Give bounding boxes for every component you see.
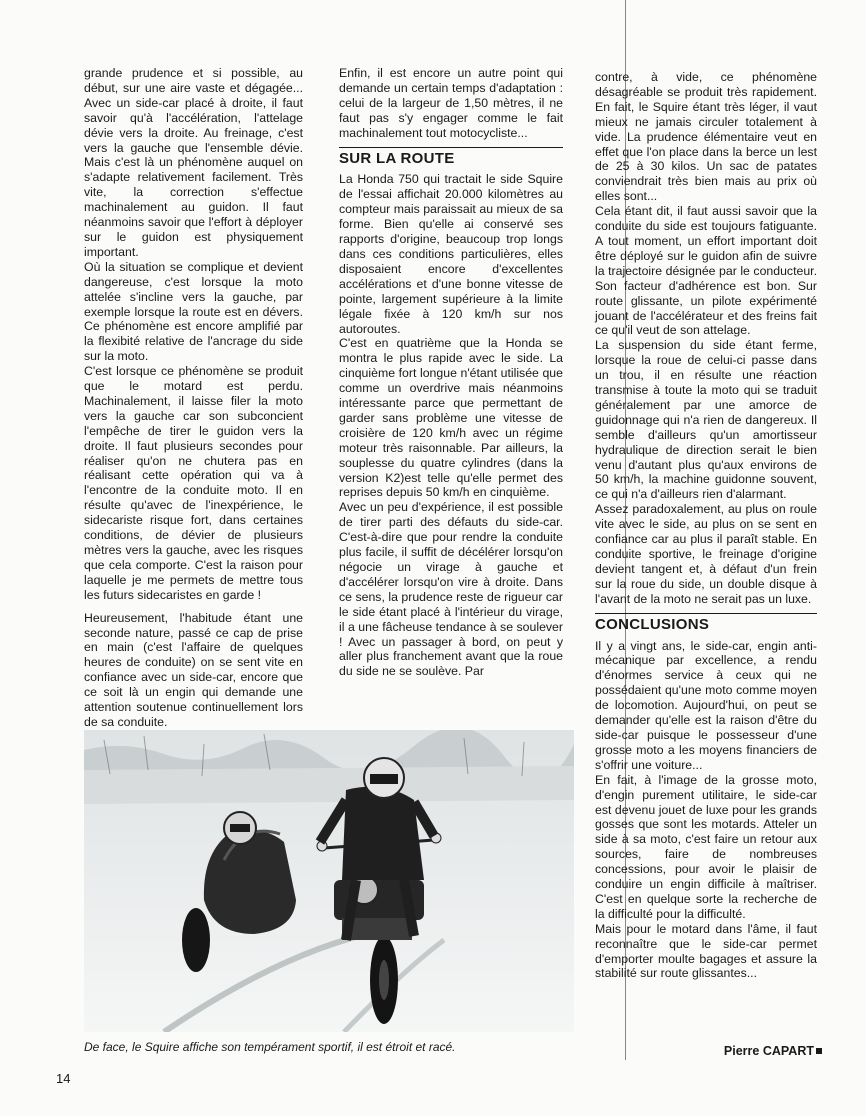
paragraph: La suspension du side étant ferme, lorsque la roue de celui-ci passe dans un trou, il en résulte une réaction transmise à toute la moto qui se traduit généralement par une amorce de guidonnage qui n'a rien de dangereux. Il semble d'ailleurs qu'un amortisseur hydraulique de direction serait le bien venu d'autant plus qu'aux environs de 50 km/h, la machine guidonne souvent, ce qui n'a d'ailleurs rien d'alarmant.: [595, 338, 817, 502]
end-mark-icon: [816, 1048, 822, 1054]
sidecar-photo: [84, 730, 574, 1032]
paragraph: Cela étant dit, il faut aussi savoir que la conduite du side est toujours fatiguante. A tout moment, un effort important doit être déployé sur le guidon afin de suivre la trajectoire désignée par le conducteur. Son facteur d'adhérence est bon. Sur route glissante, un pilote expérimenté jouant de l'accélérateur et des freins fait ce qu'il veut de son attelage.: [595, 204, 817, 338]
section-heading-sur-la-route: SUR LA ROUTE: [339, 147, 563, 170]
paragraph: La Honda 750 qui tractait le side Squire de l'essai affichait 20.000 kilomètres au compteur mais paraissait au mieux de sa forme. Bien qu'elle ai conservé ses rapports d'origine, beaucoup trop longs dans ces conditions particulières, elles disposaient encore d'excellentes accélérations et d'une bonne vitesse de pointe, largement supérieure à la limite légale fixée à 120 km/h sur nos autoroutes.: [339, 172, 563, 336]
paragraph: C'est lorsque ce phénomène se produit que le motard est perdu. Machinalement, il laisse filer la moto vers la gauche car son subconcient l'empêche de tirer le guidon vers la droite. Il faut plusieurs secondes pour réaliser qu'on ne chutera pas en réalisant cette opération qui va à l'encontre de la conduite moto. Il en résulte qu'avec de l'inexpérience, le sidecariste risque fort, dans certaines conditions, de dévier de plusieurs mètres vers la gauche, avec les risques que cela comporte. C'est la raison pour laquelle je me permets de mettre tous les futurs sidecaristes en garde !: [84, 364, 303, 602]
paragraph: Où la situation se complique et devient dangereuse, c'est lorsque la moto attelée s'incline vers la gauche, par exemple lorsque la route est en dévers. Ce phénomène est encore amplifié par la flexibité relative de l'ancrage du side sur la moto.: [84, 259, 303, 364]
article-column-2: [339, 66, 563, 679]
paragraph: Assez paradoxalement, au plus on roule vite avec le side, au plus on se sent en confiance car au plus il paraît stable. En conduite sportive, le freinage d'origine devient tangent et, à défaut d'un frein sur la roue du side, un double disque à l'avant de la moto ne serait pas un luxe.: [595, 502, 817, 606]
paragraph: Enfin, il est encore un autre point qui demande un certain temps d'adaptation : celui de la largeur de 1,50 mètres, il ne faut pas s'y engager comme le fait machinalement tout motocycliste...: [339, 66, 563, 140]
paragraph: Heureusement, l'habitude étant une seconde nature, passé ce cap de prise en main (c'est l'affaire de quelques heures de conduite) on se sent vite en confiance avec un side-car, encore que ce soit là un engin qui demande une attention soutenue continuellement lors de sa conduite.: [84, 610, 303, 729]
paragraph: grande prudence et si possible, au début, sur une aire vaste et dégagée... Avec un side-car placé à droite, il faut savoir qu'à l'accélération, l'attelage dévie vers la droite. Au freinage, c'est vers la gauche que l'ensemble dévie. Mais c'est là un phénomène auquel on s'adapte relativement facilement. Très vite, la correction s'effectue machinalement au guidon. Il faut néanmoins savoir que l'effort à déployer sur le guidon est physiquement important.: [84, 66, 303, 259]
section-heading-conclusions: CONCLUSIONS: [595, 613, 817, 636]
paragraph: C'est en quatrième que la Honda se montra le plus rapide avec le side. La cinquième fort longue n'étant utilisée que comme un overdrive mais néanmoins intéressante parce que permettant de garder sans problème une vitesse de croisière de 120 km/h avec un régime moteur très raisonnable. Par ailleurs, la souplesse du quatre cylindres (dans la version K2)est telle qu'elle permet des reprises depuis 50 km/h en cinquième.: [339, 336, 563, 500]
paragraph: En fait, à l'image de la grosse moto, d'engin purement utilitaire, le side-car est devenu jouet de luxe pour les grands gosses que sont les motards. Atteler un side à sa moto, c'est faire un retour aux sources, faire de nombreuses concessions, pour avoir le plaisir de conduire un engin difficile à maîtriser. C'est en quelque sorte la recherche de la difficulté pour la difficulté.: [595, 772, 817, 921]
paragraph: Il y a vingt ans, le side-car, engin anti-mécanique par excellence, a rendu d'énormes service à ceux qui ne possédaient qu'une moto comme moyen de locomotion. Aujourd'hui, on peut se demander qu'elle est la raison d'être du side-car puisque le possesseur d'une grosse moto a les moyens financiers de s'offrir une voiture...: [595, 638, 817, 772]
paragraph: contre, à vide, ce phénomène désagréable se produit très rapidement. En fait, le Squire étant très léger, il vaut mieux ne jamais circuler totalement à vide. La prudence élémentaire veut en effet que l'on place dans la berce un lest de 25 à 30 kilos. Un sac de patates conviendrait très bien mais au prix où elles sont...: [595, 70, 817, 204]
photo-caption: De face, le Squire affiche son tempérament sportif, il est étroit et racé.: [84, 1040, 456, 1054]
page-number: 14: [56, 1071, 71, 1086]
paragraph: Mais pour le motard dans l'âme, il faut reconnaître que le side-car permet d'emporter moulte bagages et assure la stabilité sur route glissantes...: [595, 921, 817, 981]
author-signature: [700, 1044, 822, 1058]
article-column-3: [595, 70, 817, 981]
article-column-1: [84, 66, 303, 730]
sidecar-illustration: [84, 730, 574, 1032]
paragraph: Avec un peu d'expérience, il est possible de tirer parti des défauts du side-car. C'est-à-dire que pour rendre la conduite plus facile, il suffit de décélérer lorsqu'on négocie un virage à gauche et d'accélérer lorsqu'on vire à droite. Dans ce sens, la prudence reste de rigueur car le side étant placé à l'intérieur du virage, il a une fâcheuse tendance à se soulever ! Avec un passager à bord, on peut y aller plus franchement avant que la roue du side ne se soulève. Par: [339, 500, 563, 679]
author-name: Pierre CAPART: [723, 1044, 814, 1058]
